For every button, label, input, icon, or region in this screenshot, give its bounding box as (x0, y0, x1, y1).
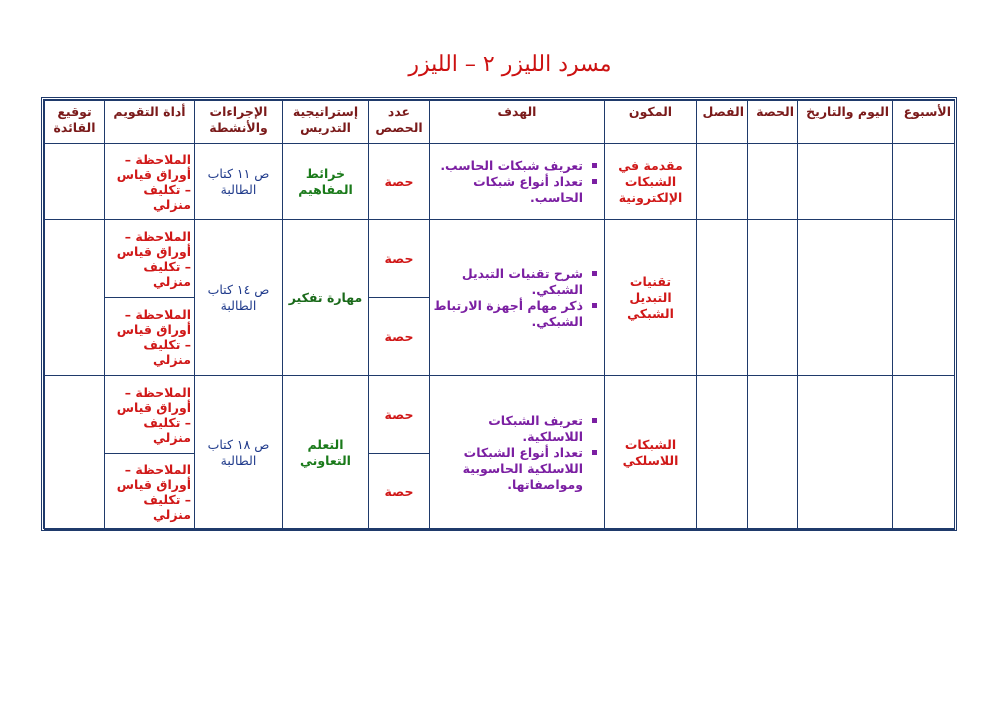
objective-item: ذكر مهام أجهزة الارتباط الشبكي. (433, 297, 583, 329)
header-period: الحصة (748, 101, 798, 144)
header-date: اليوم والتاريخ (798, 101, 893, 144)
header-strategy: إستراتيجية التدريس (283, 101, 369, 144)
cell-date (798, 376, 893, 530)
cell-num-periods: حصة (369, 220, 430, 298)
objective-item: تعداد أنواع شبكات الحاسب. (433, 174, 583, 206)
cell-date (798, 220, 893, 376)
objective-item: تعريف شبكات الحاسب. (433, 158, 583, 174)
cell-strategy: التعلم التعاوني (283, 376, 369, 530)
cell-component: الشبكات اللاسلكي (605, 376, 697, 530)
cell-num-periods: حصة (369, 144, 430, 220)
header-component: المكون (605, 101, 697, 144)
objective-item: تعريف الشبكات اللاسلكية. (433, 413, 583, 445)
header-class: الفصل (697, 101, 748, 144)
lesson-plan-table (44, 100, 955, 530)
header-week: الأسبوع (893, 101, 955, 144)
lesson-plan-table-frame (41, 97, 957, 531)
cell-num-periods: حصة (369, 298, 430, 376)
cell-class (697, 376, 748, 530)
cell-period (748, 376, 798, 530)
cell-date (798, 144, 893, 220)
cell-evaluation: الملاحظة – أوراق قياس – تكليف منزلي (105, 454, 195, 530)
cell-strategy: مهارة تفكير (283, 220, 369, 376)
table-row (45, 376, 955, 454)
table-row (45, 220, 955, 298)
cell-signature (45, 376, 105, 530)
page-title-text: مسرد الليزر ٢ – الليزر (408, 52, 612, 77)
cell-week (893, 220, 955, 376)
cell-evaluation: الملاحظة – أوراق قياس – تكليف منزلي (105, 220, 195, 298)
cell-period (748, 220, 798, 376)
header-procedures: الإجراءات والأنشطة (195, 101, 283, 144)
objective-item: شرح تقنيات التبديل الشبكي. (433, 266, 583, 298)
header-objective: الهدف (430, 101, 605, 144)
header-evaluation: أداة التقويم (105, 101, 195, 144)
header-num-periods: عدد الحصص (369, 101, 430, 144)
objective-item: تعداد أنواع الشبكات اللاسلكية الحاسوبية ومواصفاتها. (433, 445, 583, 493)
cell-objective (430, 144, 605, 220)
cell-num-periods: حصة (369, 376, 430, 454)
cell-procedures: ص ١١ كتاب الطالبة (195, 144, 283, 220)
cell-procedures: ص ١٤ كتاب الطالبة (195, 220, 283, 376)
cell-evaluation: الملاحظة – أوراق قياس – تكليف منزلي (105, 144, 195, 220)
cell-strategy: خرائط المفاهيم (283, 144, 369, 220)
header-row (45, 101, 955, 144)
cell-period (748, 144, 798, 220)
cell-evaluation: الملاحظة – أوراق قياس – تكليف منزلي (105, 376, 195, 454)
cell-week (893, 144, 955, 220)
cell-class (697, 144, 748, 220)
cell-num-periods: حصة (369, 454, 430, 530)
cell-signature (45, 144, 105, 220)
cell-signature (45, 220, 105, 376)
cell-objective (430, 376, 605, 530)
page-title (0, 52, 1000, 77)
cell-week (893, 376, 955, 530)
cell-objective (430, 220, 605, 376)
cell-evaluation: الملاحظة – أوراق قياس – تكليف منزلي (105, 298, 195, 376)
header-signature: توقيع القائدة (45, 101, 105, 144)
cell-procedures: ص ١٨ كتاب الطالبة (195, 376, 283, 530)
cell-class (697, 220, 748, 376)
cell-component: مقدمة في الشبكات الإلكترونية (605, 144, 697, 220)
cell-component: تقنيات التبديل الشبكي (605, 220, 697, 376)
table-row (45, 144, 955, 220)
